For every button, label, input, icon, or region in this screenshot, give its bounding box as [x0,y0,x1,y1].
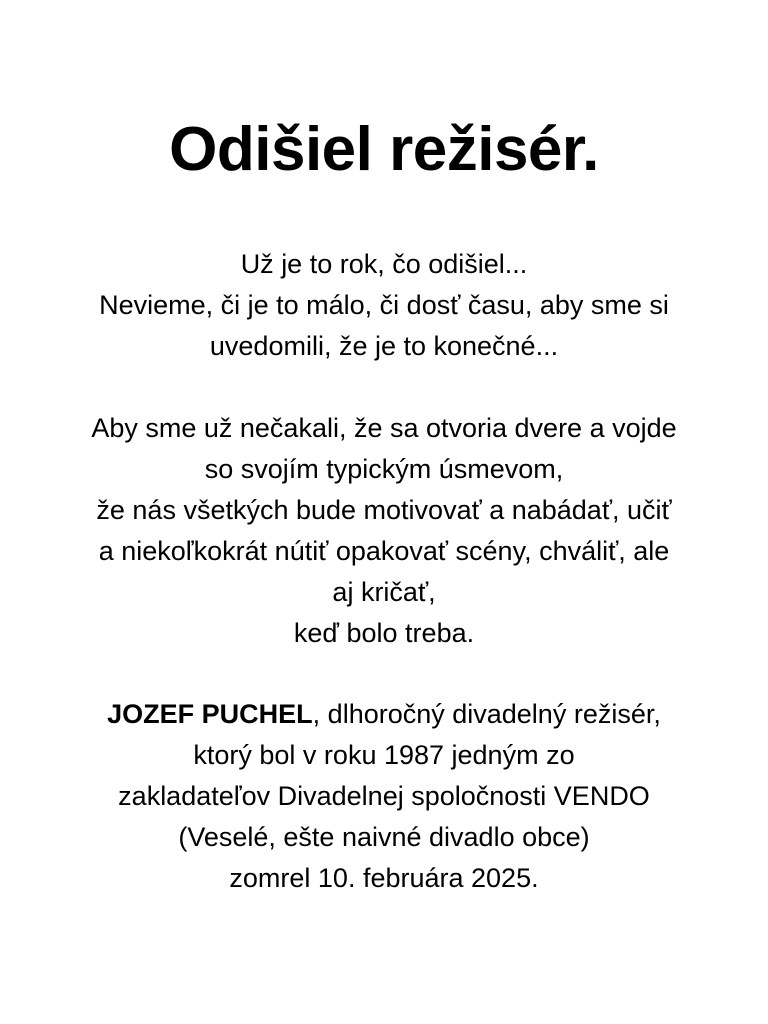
director-name: JOZEF PUCHEL [107,699,313,729]
text-line: že nás všetkých bude motivovať a nabádať, učiť [96,495,672,525]
text-line: keď bolo treba. [293,618,475,648]
text-line: Aby sme už nečakali, že sa otvoria dvere a vojde [91,413,677,443]
text-line: zomrel 10. februára 2025. [229,863,539,893]
text-line: Nevieme, či je to málo, či dosť času, aby sme si [99,290,669,320]
page-title: Odišiel režisér. [169,115,599,184]
text-line: ktorý bol v roku 1987 jedným zo [193,740,575,770]
text-line: Už je to rok, čo odišiel... [240,249,528,279]
intro-paragraph [0,244,768,367]
text-line: zakladateľov Divadelnej spoločnosti VENDO [118,781,650,811]
text-line: (Veselé, ešte naivné divadlo obce) [178,822,590,852]
memory-paragraph [0,408,768,654]
text-line: aj kričať, [332,577,436,607]
text-line: so svojím typickým úsmevom, [204,454,564,484]
text-line: uvedomili, že je to konečné... [209,331,559,361]
text-line [0,694,768,735]
obituary-paragraph [0,694,768,899]
text-line: a niekoľkokrát nútiť opakovať scény, chváliť, ale [98,536,670,566]
director-description: , dlhoročný divadelný režisér, [312,699,661,729]
